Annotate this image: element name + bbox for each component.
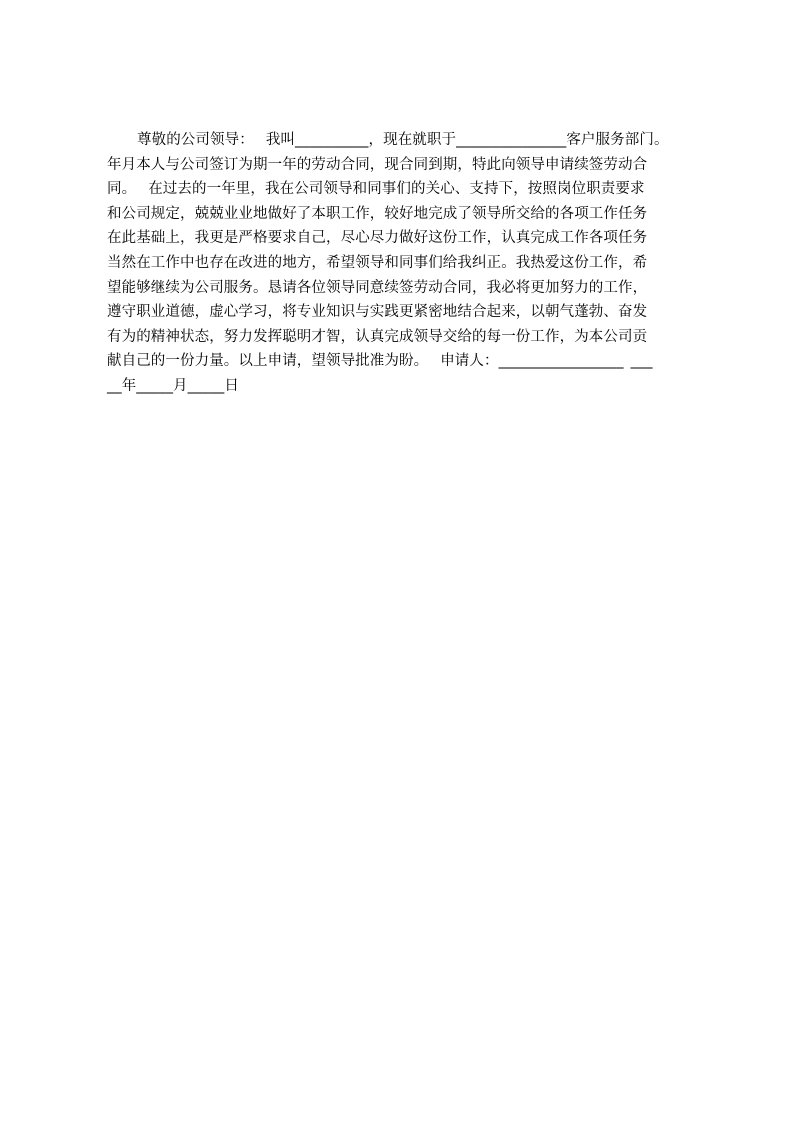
employee-intro: 我叫__________，现在就职于_______________客户服务部门。 bbox=[265, 132, 669, 148]
contract-statement: 年月本人与公司签订为期一年的劳动合同，现合同到期，特此向领导申请续签劳动合 bbox=[107, 156, 648, 173]
salutation: 尊敬的公司领导： bbox=[137, 132, 254, 148]
contract-statement-end: 同。 bbox=[107, 181, 137, 198]
text-line bbox=[107, 251, 699, 276]
text-line bbox=[107, 226, 699, 251]
text-line bbox=[107, 153, 699, 178]
past-year-summary: 在过去的一年里，我在公司领导和同事们的关心、支持下，按照岗位职责要求 bbox=[148, 181, 645, 198]
body-line: 有为的精神状态，努力发挥聪明才智，认真完成领导交给的每一份工作，为本公司贡 bbox=[107, 328, 648, 345]
text-line bbox=[107, 349, 699, 374]
text-line bbox=[107, 128, 699, 153]
text-line bbox=[107, 202, 699, 227]
date-field: __年_____月_____日 bbox=[107, 377, 239, 394]
application-letter-body bbox=[107, 128, 699, 399]
text-line bbox=[107, 325, 699, 350]
body-line: 遵守职业道德，虚心学习，将专业知识与实践更紧密地结合起来，以朝气蓬勃、奋发 bbox=[107, 304, 648, 321]
year-blank-start: ___ bbox=[630, 353, 653, 370]
text-line bbox=[107, 374, 699, 399]
applicant-signature-field: 申请人：_________________ bbox=[440, 353, 624, 370]
body-line: 望能够继续为公司服务。恳请各位领导同意续签劳动合同，我必将更加努力的工作， bbox=[107, 279, 648, 296]
body-line: 和公司规定，兢兢业业地做好了本职工作，较好地完成了领导所交给的各项工作任务 bbox=[107, 205, 648, 222]
closing-line: 献自己的一份力量。以上申请，望领导批准为盼。 bbox=[107, 353, 429, 370]
text-line bbox=[107, 300, 699, 325]
body-line: 在此基础上，我更是严格要求自己，尽心尽力做好这份工作，认真完成工作各项任务 bbox=[107, 230, 648, 247]
body-line: 当然在工作中也存在改进的地方，希望领导和同事们给我纠正。我热爱这份工作，希 bbox=[107, 254, 648, 271]
text-line bbox=[107, 276, 699, 301]
text-line bbox=[107, 177, 699, 202]
